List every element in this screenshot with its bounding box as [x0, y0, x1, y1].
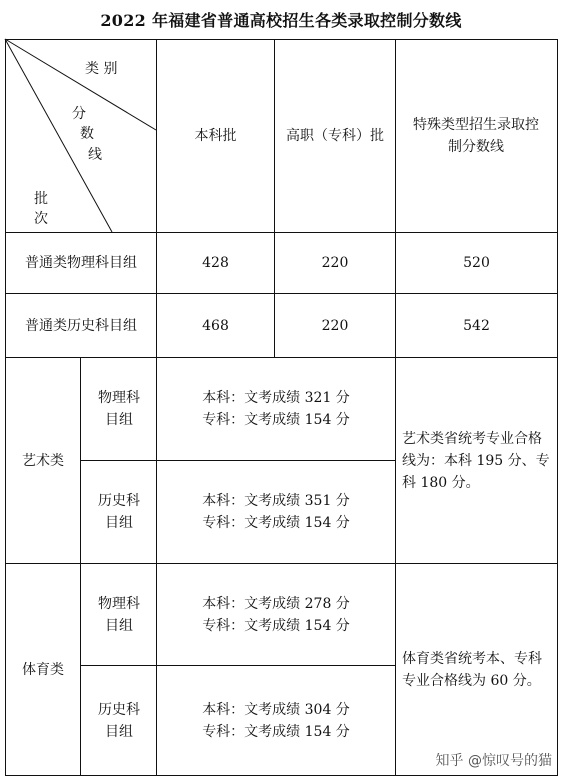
corner-score-label-1: 分 — [72, 106, 86, 122]
row-history-vocational: 220 — [321, 317, 349, 334]
row-physics-label: 普通类物理科目组 — [25, 255, 137, 271]
art-history-vocational: 专科：文考成绩 154 分 — [202, 515, 350, 531]
row-physics-undergrad: 428 — [202, 255, 229, 271]
art-physics-scores — [157, 358, 395, 460]
row-history-label: 普通类历史科目组 — [25, 317, 137, 334]
sports-physics-scores — [157, 564, 395, 665]
sports-history-label: 历史科目组 — [98, 701, 140, 740]
row-history-undergrad: 468 — [202, 317, 229, 334]
corner-score-label-2: 数 — [80, 126, 94, 142]
art-label: 艺术类 — [22, 452, 64, 469]
art-physics-vocational: 专科：文考成绩 154 分 — [202, 412, 350, 428]
sports-history-undergrad: 本科：文考成绩 304 分 — [202, 701, 350, 718]
art-note: 艺术类省统考专业合格线为：本科 195 分、专科 180 分。 — [402, 430, 550, 491]
sports-history-vocational: 专科：文考成绩 154 分 — [202, 723, 350, 740]
art-history-undergrad: 本科：文考成绩 351 分 — [202, 493, 350, 509]
row-physics-vocational: 220 — [321, 255, 349, 271]
art-physics-label: 物理科目组 — [98, 390, 140, 428]
header-undergrad: 本科批 — [194, 128, 237, 144]
art-history-label: 历史科目组 — [98, 493, 140, 531]
row-physics-special: 520 — [463, 255, 490, 271]
header-special: 特殊类型招生录取控制分数线 — [413, 117, 539, 155]
watermark: 知乎 @惊叹号的猫 — [434, 750, 554, 770]
corner-score-label-3: 线 — [88, 147, 102, 163]
sports-label: 体育类 — [22, 661, 64, 678]
sports-physics-undergrad: 本科：文考成绩 278 分 — [202, 595, 350, 612]
corner-category-label: 类 别 — [85, 61, 118, 77]
row-history-special: 542 — [463, 317, 490, 334]
sports-physics-vocational: 专科：文考成绩 154 分 — [202, 617, 350, 634]
header-vocational: 高职（专科）批 — [286, 128, 384, 144]
page-title: 2022 年福建省普通高校招生各类录取控制分数线 — [100, 11, 462, 30]
art-history-scores — [157, 461, 395, 563]
sports-note: 体育类省统考本、专科专业合格线为 60 分。 — [402, 650, 542, 689]
sports-history-scores — [157, 666, 395, 775]
corner-batch-label-1: 批 — [34, 191, 48, 207]
sports-physics-label: 物理科目组 — [98, 595, 140, 634]
art-physics-undergrad: 本科：文考成绩 321 分 — [202, 390, 350, 406]
corner-batch-label-2: 次 — [34, 211, 48, 227]
